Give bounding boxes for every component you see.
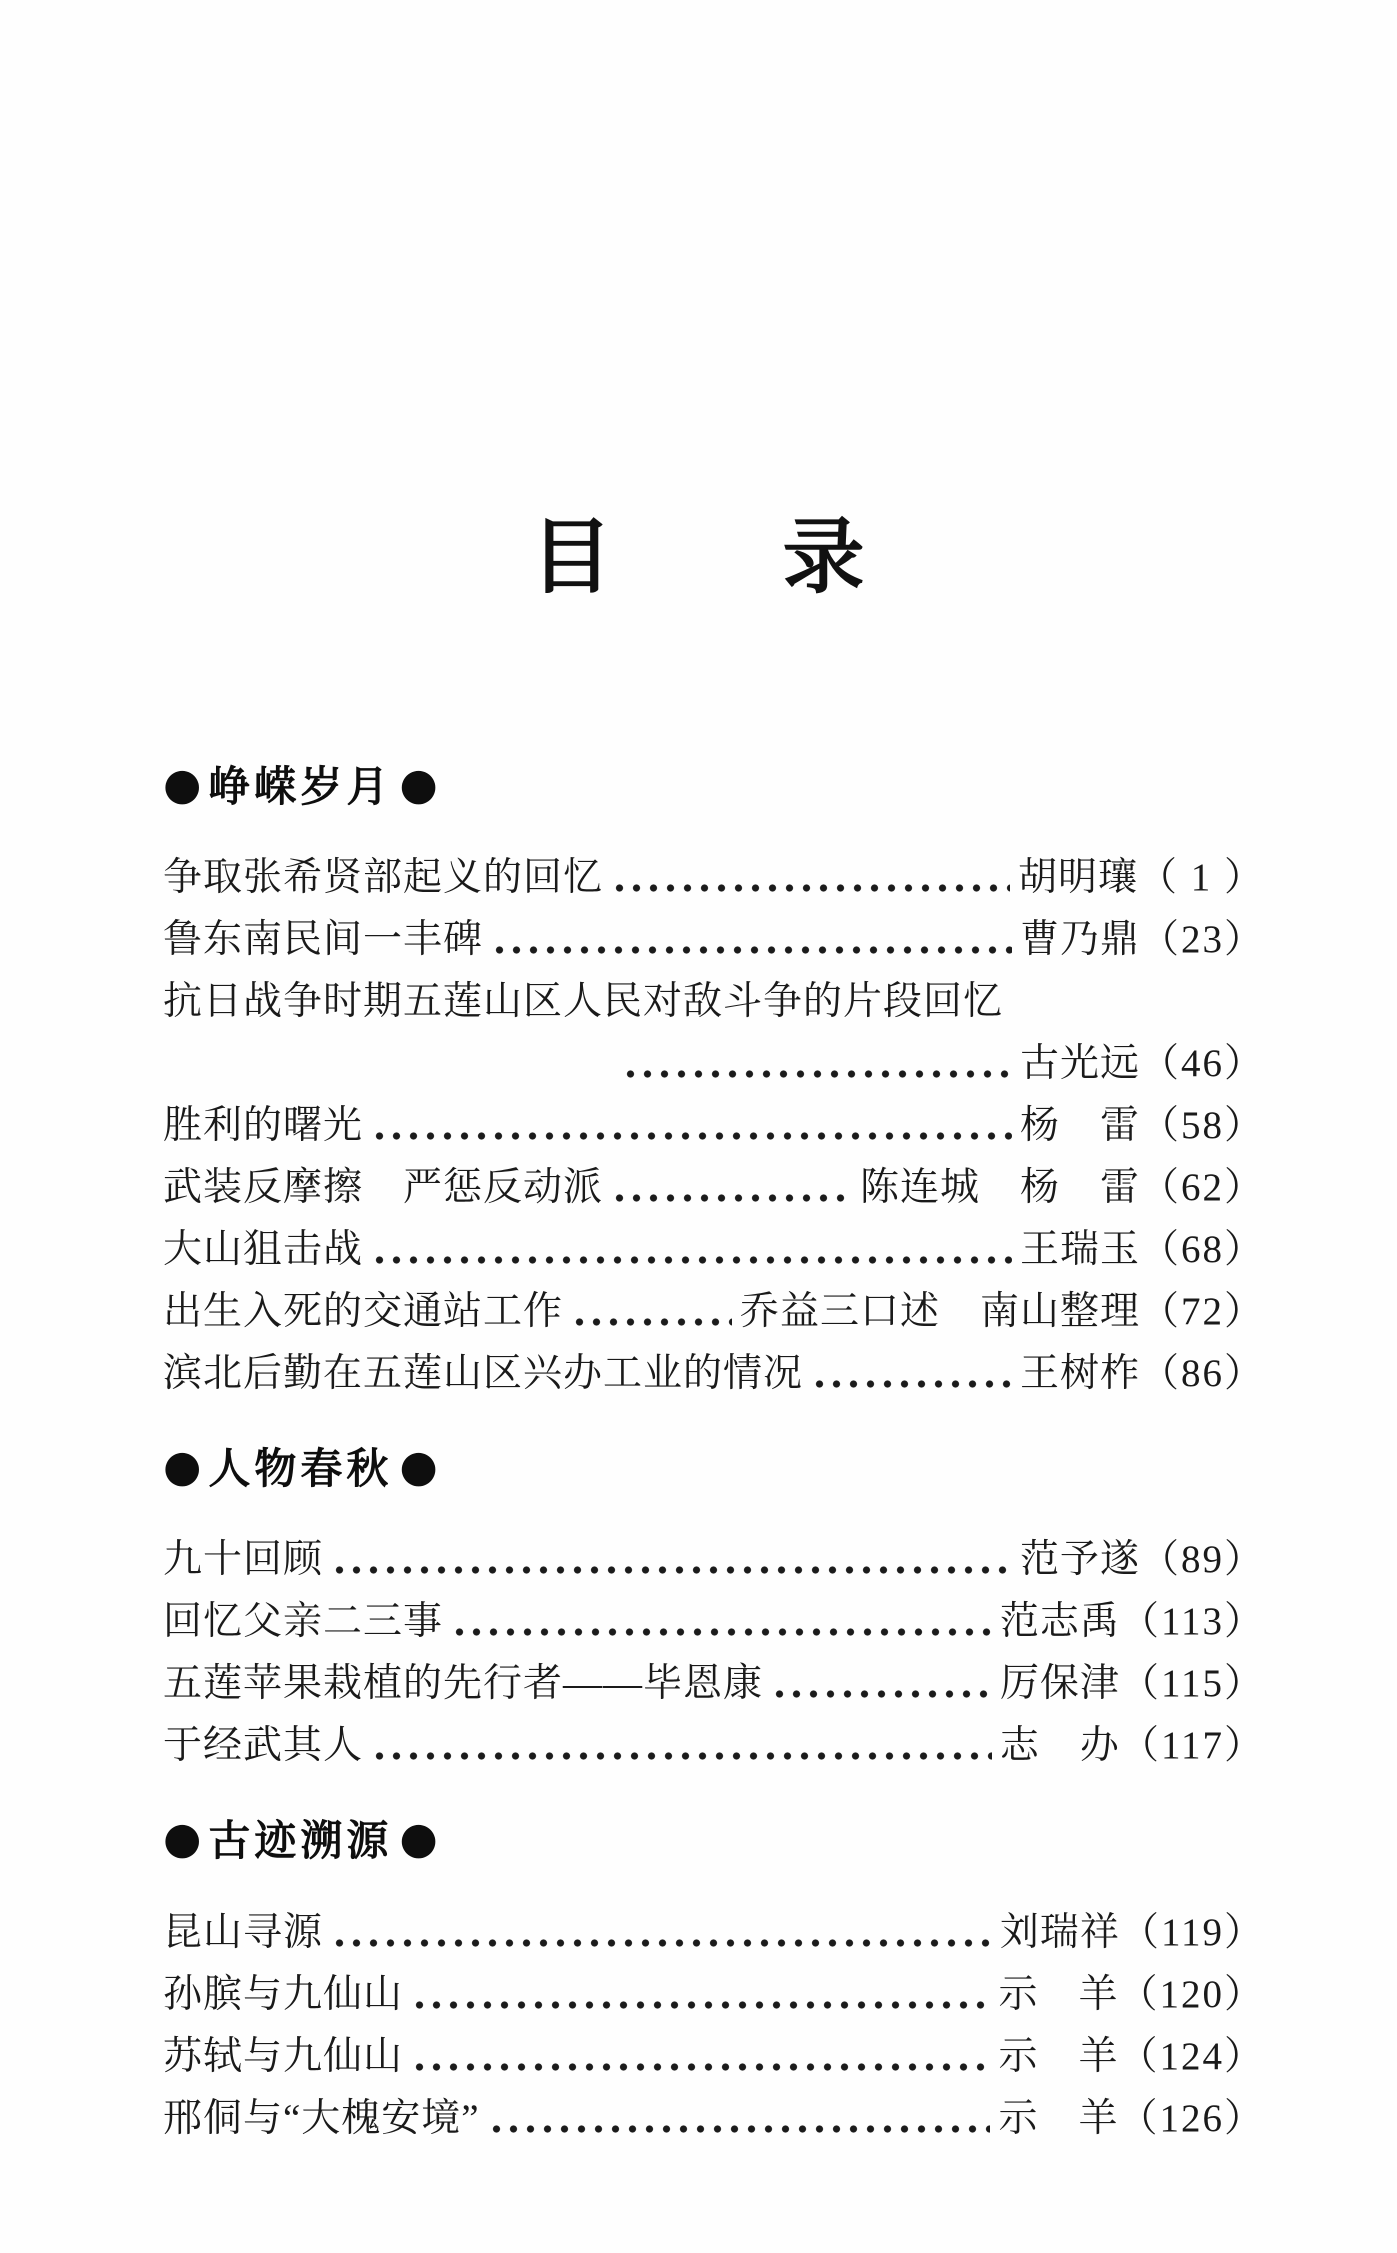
entry-author: 示 羊 (998, 2034, 1119, 2078)
entry-page-number: （119） (1119, 1910, 1265, 1954)
entry-title: 九十回顾 (163, 1538, 324, 1582)
entry-title: 武装反摩擦 严惩反动派 (163, 1166, 604, 1210)
section-ornament-icon: ● (163, 1441, 202, 1493)
entry-page-number: （117） (1119, 1724, 1265, 1768)
table-of-contents (163, 759, 1265, 2150)
entry-title: 滨北后勤在五莲山区兴办工业的情况 (163, 1352, 804, 1396)
entry-page-number: （62） (1139, 1166, 1265, 1210)
dot-leader (571, 1317, 732, 1327)
entry-author: 范予遂 (1019, 1538, 1140, 1582)
entry-page-number: （115） (1119, 1662, 1265, 1706)
toc-entry (163, 1529, 1265, 1591)
entry-title: 鲁东南民间一丰碑 (163, 918, 484, 962)
dot-leader (411, 2062, 990, 2072)
toc-entry (163, 1653, 1265, 1715)
entry-page-number: （120） (1118, 1972, 1265, 2016)
toc-entry (163, 1095, 1265, 1157)
entry-author: 志 办 (999, 1724, 1120, 1768)
toc-entry-wrapped-continuation (163, 1033, 1265, 1095)
entry-title: 昆山寻源 (163, 1910, 324, 1954)
section-ornament-icon: ● (163, 759, 202, 811)
entry-title: 苏轼与九仙山 (163, 2034, 404, 2078)
section-title: 古迹溯源 (208, 1819, 393, 1866)
entry-title: 争取张希贤部起义的回忆 (163, 856, 604, 900)
entry-title: 大山狙击战 (163, 1228, 364, 1272)
toc-entry (163, 909, 1265, 971)
entry-title: 抗日战争时期五莲山区人民对敌斗争的片段回忆 (163, 980, 1004, 1024)
toc-entry (163, 1715, 1265, 1777)
dot-leader (371, 1255, 1012, 1265)
dot-leader (411, 2000, 990, 2010)
toc-entry (163, 2088, 1265, 2150)
entry-author: 杨 雷 (1019, 1104, 1140, 1148)
toc-entry (163, 1219, 1265, 1281)
entry-author: 王瑞玉 (1019, 1228, 1140, 1272)
dot-leader (491, 945, 1012, 955)
entry-page-number: （58） (1139, 1104, 1265, 1148)
dot-leader (771, 1689, 992, 1699)
entry-author: 曹乃鼎 (1019, 918, 1140, 962)
dot-leader (331, 1565, 1012, 1575)
entry-title: 邢侗与“大槐安境” (163, 2096, 480, 2140)
entry-page-number: （23） (1139, 918, 1265, 962)
entry-author: 乔益三口述 南山整理 (739, 1290, 1140, 1334)
toc-entry (163, 1343, 1265, 1405)
toc-entry (163, 1157, 1265, 1219)
entry-title: 回忆父亲二三事 (163, 1600, 444, 1644)
dot-leader (331, 1938, 992, 1948)
entry-page-number: （46） (1139, 1042, 1265, 1086)
toc-entry (163, 1591, 1265, 1653)
page-title: 目 录 (530, 512, 867, 603)
entry-author: 范志禹 (999, 1600, 1120, 1644)
entry-page-number: （113） (1119, 1600, 1265, 1644)
entry-page-number: （ 1 ） (1137, 856, 1265, 900)
entry-page-number: （126） (1118, 2096, 1265, 2140)
dot-leader (488, 2124, 991, 2134)
entry-author: 刘瑞祥 (999, 1910, 1120, 1954)
dot-leader (622, 1069, 1012, 1079)
entry-page-number: （86） (1139, 1352, 1265, 1396)
section-ornament-icon: ● (399, 1813, 438, 1865)
dot-leader (811, 1379, 1012, 1389)
dot-leader (611, 883, 1010, 893)
section-title: 人物春秋 (208, 1447, 393, 1494)
entry-author: 厉保津 (999, 1662, 1120, 1706)
section-ornament-icon: ● (399, 1441, 438, 1493)
entry-title: 孙膑与九仙山 (163, 1972, 404, 2016)
section-header-renwu-chunqiu (163, 1441, 1265, 1494)
entry-page-number: （124） (1118, 2034, 1265, 2078)
entry-page-number: （89） (1139, 1538, 1265, 1582)
toc-entry (163, 847, 1265, 909)
entry-author: 王树柞 (1019, 1352, 1140, 1396)
entry-title: 五莲苹果栽植的先行者——毕恩康 (163, 1662, 764, 1706)
toc-entry (163, 1281, 1265, 1343)
section-ornament-icon: ● (163, 1813, 202, 1865)
toc-entry-wrapped-title (163, 971, 1265, 1033)
entry-author: 古光远 (1019, 1042, 1140, 1086)
section-header-guji-suyuan (163, 1813, 1265, 1866)
entry-page-number: （68） (1139, 1228, 1265, 1272)
toc-entry (163, 1964, 1265, 2026)
toc-entry (163, 1902, 1265, 1964)
section-header-zhengrong-suiyue (163, 759, 1265, 811)
dot-leader (371, 1131, 1012, 1141)
entry-author: 示 羊 (998, 1972, 1119, 2016)
entry-author: 陈连城 杨 雷 (859, 1166, 1140, 1210)
section-ornament-icon: ● (399, 759, 438, 811)
dot-leader (371, 1751, 992, 1761)
entry-title: 胜利的曙光 (163, 1104, 364, 1148)
dot-leader (611, 1193, 852, 1203)
entry-author: 胡明瓖 (1017, 856, 1138, 900)
section-title: 峥嵘岁月 (208, 765, 393, 811)
entry-title: 出生入死的交通站工作 (163, 1290, 564, 1334)
dot-leader (451, 1627, 992, 1637)
toc-entry (163, 2026, 1265, 2088)
entry-title: 于经武其人 (163, 1724, 364, 1768)
entry-page-number: （72） (1139, 1290, 1265, 1334)
entry-author: 示 羊 (998, 2096, 1119, 2140)
